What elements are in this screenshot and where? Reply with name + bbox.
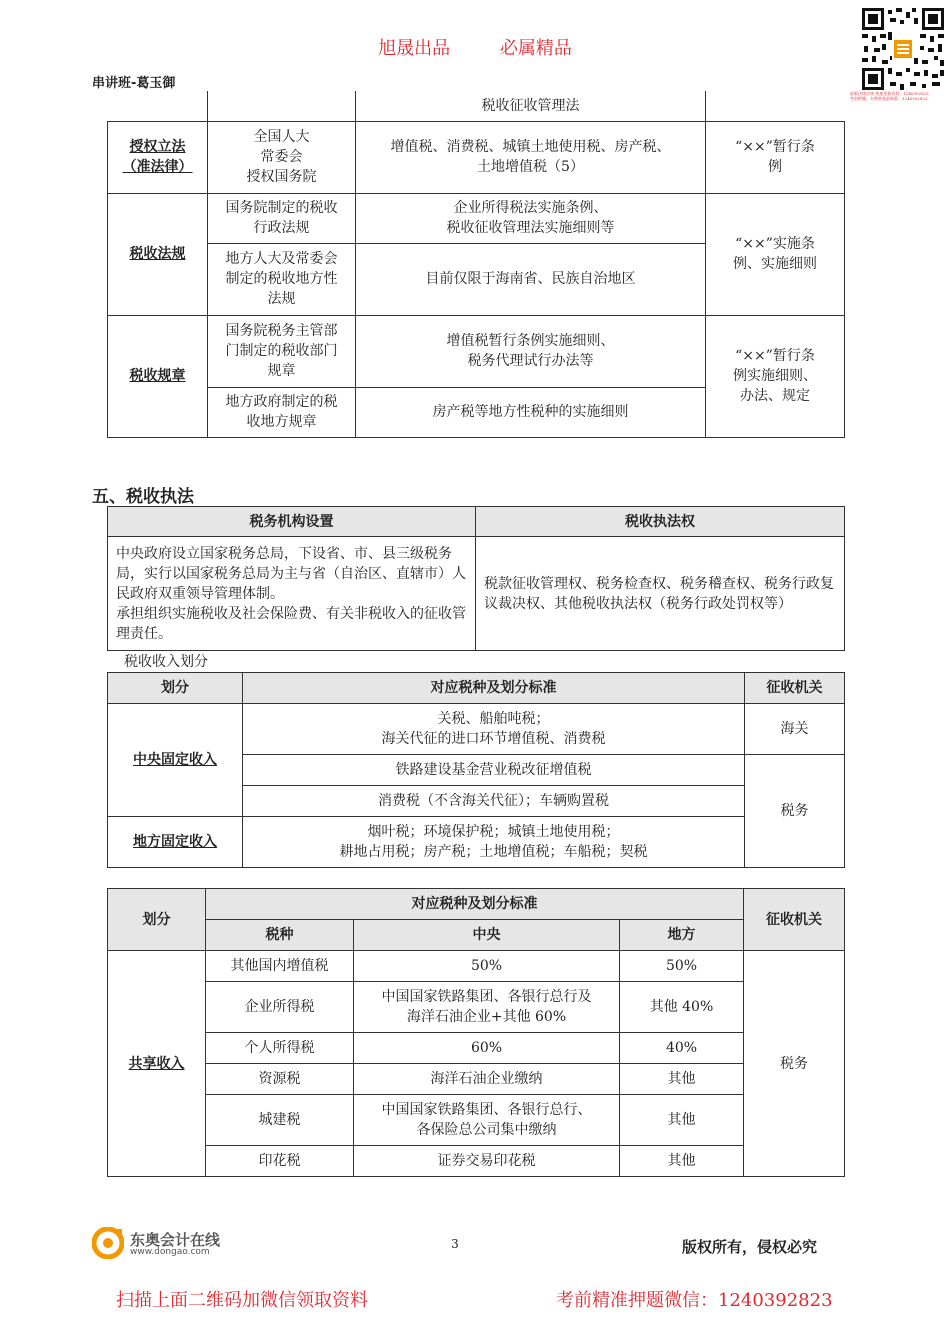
shared-revenue-label: 共享收入 — [108, 951, 206, 1177]
form-cell: “××”暂行条 例实施细则、 办法、规定 — [706, 315, 845, 437]
dongao-logo — [92, 1225, 252, 1265]
local-cell: 50% — [620, 951, 744, 982]
content-cell: 目前仅限于海南省、民族自治地区 — [356, 243, 706, 315]
enforcement-table — [107, 506, 845, 651]
bottom-promo-left: 扫描上面二维码加微信领取资料 — [116, 1290, 368, 1311]
subject-cell: 全国人大 常委会 授权国务院 — [208, 121, 356, 193]
central-row-railway: 铁路建设基金营业税改征增值税 — [243, 755, 745, 786]
content-cell: 房产税等地方性税种的实施细则 — [356, 387, 706, 437]
central-cell: 中国国家铁路集团、各银行总行及 海洋石油企业+其他 60% — [354, 982, 620, 1033]
tax-cell: 企业所得税 — [206, 982, 354, 1033]
col-header-agency-setup: 税务机构设置 — [108, 507, 476, 537]
local-cell: 40% — [620, 1033, 744, 1064]
tax-cell: 其他国内增值税 — [206, 951, 354, 982]
logo-mark-icon — [92, 1227, 124, 1259]
content-cell: 企业所得税法实施条例、 税收征收管理法实施细则等 — [356, 193, 706, 243]
tax-cell: 资源税 — [206, 1064, 354, 1095]
tax-cell: 城建税 — [206, 1095, 354, 1146]
central-cell: 50% — [354, 951, 620, 982]
subheader-central: 中央 — [354, 920, 620, 951]
row-tax-rules: 税收规章 — [108, 315, 208, 437]
subject-cell: 地方政府制定的税 收地方规章 — [208, 387, 356, 437]
subtitle-revenue-division: 税收收入划分 — [124, 654, 208, 670]
qr-caption-line2: 考前押题、名师密卷最新版：1240392823 — [850, 96, 928, 101]
header-agency: 征收机关 — [744, 889, 845, 951]
qr-caption — [850, 91, 950, 101]
page-number: 3 — [451, 1237, 459, 1251]
subject-cell: 国务院制定的税收 行政法规 — [208, 193, 356, 243]
course-label: 串讲班-葛玉御 — [92, 76, 176, 91]
central-cell: 中国国家铁路集团、各银行总行、 各保险总公司集中缴纳 — [354, 1095, 620, 1146]
header-standard: 对应税种及划分标准 — [243, 673, 745, 704]
header-division: 划分 — [108, 889, 206, 951]
header-banner — [0, 34, 950, 60]
subject-cell: 国务院税务主管部 门制定的税收部门 规章 — [208, 315, 356, 387]
central-cell: 证券交易印花税 — [354, 1146, 620, 1177]
tax-cell: 印花税 — [206, 1146, 354, 1177]
blank-cell — [208, 91, 356, 121]
section-title: 五、税收执法 — [92, 487, 194, 507]
central-row-consumption: 消费税（不含海关代征）；车辆购置税 — [243, 786, 745, 817]
enforcement-power-text: 税款征收管理权、税务检查权、税务稽查权、税务行政复议裁决权、其他税收执法权（税务行政处罚权等） — [476, 537, 845, 651]
logo-name: 东奥会计在线 — [130, 1231, 221, 1249]
blank-cell — [706, 91, 845, 121]
revenue-division-table — [107, 672, 845, 868]
banner-left: 旭晟出品 — [378, 38, 451, 59]
row-tax-regulations: 税收法规 — [108, 193, 208, 315]
content-cell: 增值税、消费税、城镇土地使用税、房产税、 土地增值税（5） — [356, 121, 706, 193]
central-cell: 海洋石油企业缴纳 — [354, 1064, 620, 1095]
local-cell: 其他 — [620, 1095, 744, 1146]
subheader-tax: 税种 — [206, 920, 354, 951]
local-cell: 其他 — [620, 1146, 744, 1177]
bottom-promo-right: 考前精准押题微信：1240392823 — [556, 1290, 833, 1311]
form-cell: “××”实施条 例、实施细则 — [706, 193, 845, 315]
central-row-customs: 关税、船舶吨税； 海关代征的进口环节增值税、消费税 — [243, 704, 745, 755]
top-row-title: 税收征收管理法 — [356, 91, 706, 121]
logo-url: www.dongao.com — [130, 1247, 210, 1257]
qr-caption-line1: 最新法律法规 快速更新资料：1240392823 — [850, 91, 929, 96]
tax-cell: 个人所得税 — [206, 1033, 354, 1064]
central-fixed-revenue: 中央固定收入 — [108, 704, 243, 817]
header-agency: 征收机关 — [745, 673, 845, 704]
central-cell: 60% — [354, 1033, 620, 1064]
qr-code-icon — [860, 6, 946, 92]
row-authorized-legislation: 授权立法 （准法律） — [108, 121, 208, 193]
agency-setup-text: 中央政府设立国家税务总局，下设省、市、县三级税务局，实行以国家税务总局为主与省（自治区、直辖市）人民政府双重领导管理体制。 承担组织实施税收及社会保险费、有关非税收入的征收管理责任。 — [108, 537, 476, 651]
col-header-enforcement-power: 税收执法权 — [476, 507, 845, 537]
copyright: 版权所有，侵权必究 — [682, 1238, 818, 1256]
banner-right: 必属精品 — [499, 38, 572, 59]
agency-tax: 税务 — [744, 951, 845, 1177]
subject-cell: 地方人大及常委会 制定的税收地方性 法规 — [208, 243, 356, 315]
agency-customs: 海关 — [745, 704, 845, 755]
local-row: 烟叶税；环境保护税；城镇土地使用税； 耕地占用税；房产税；土地增值税；车船税；契税 — [243, 817, 745, 868]
blank-cell — [108, 91, 208, 121]
form-cell: “××”暂行条 例 — [706, 121, 845, 193]
shared-revenue-table — [107, 888, 845, 1177]
local-fixed-revenue: 地方固定收入 — [108, 817, 243, 868]
subheader-local: 地方 — [620, 920, 744, 951]
header-standard: 对应税种及划分标准 — [206, 889, 744, 920]
local-cell: 其他 — [620, 1064, 744, 1095]
content-cell: 增值税暂行条例实施细则、 税务代理试行办法等 — [356, 315, 706, 387]
agency-tax: 税务 — [745, 755, 845, 868]
local-cell: 其他 40% — [620, 982, 744, 1033]
header-division: 划分 — [108, 673, 243, 704]
legislation-table — [107, 91, 845, 438]
